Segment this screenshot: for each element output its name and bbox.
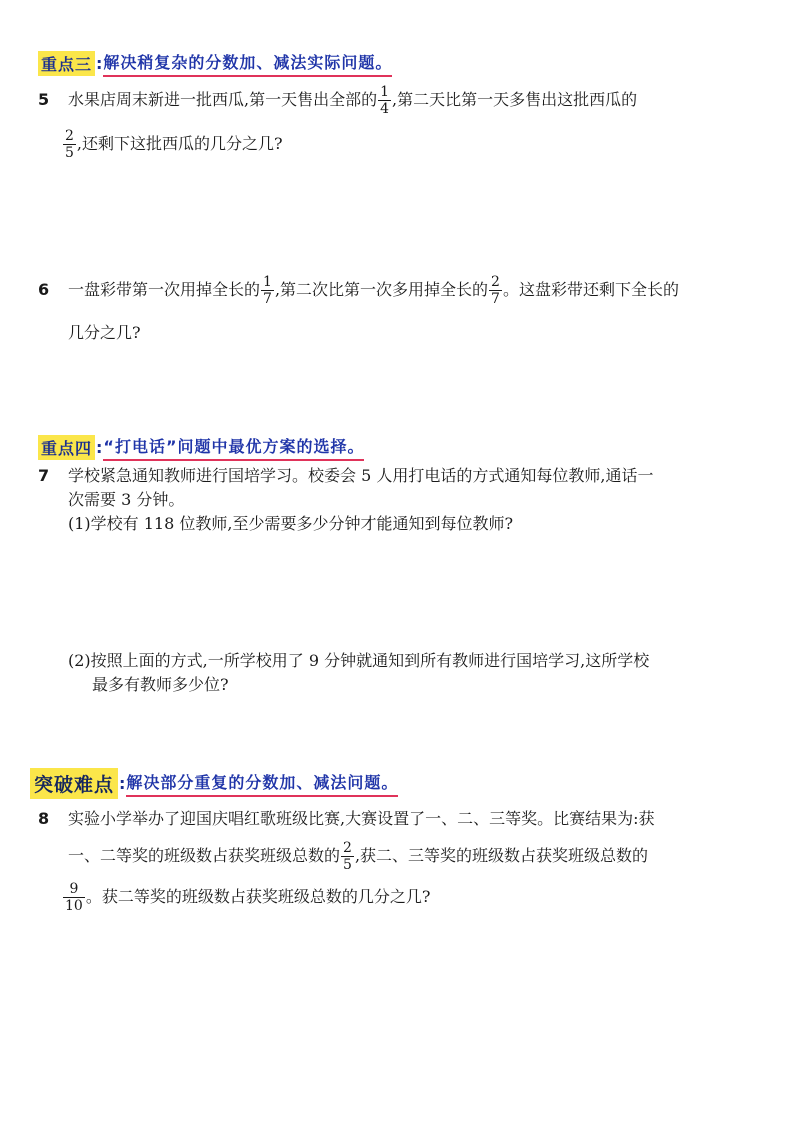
section-colon: : <box>119 774 126 793</box>
question-text: 水果店周末新进一批西瓜,第一天售出全部的 <box>68 90 378 109</box>
question-text: (1)学校有 118 位教师,至少需要多少分钟才能通知到每位教师? <box>68 514 514 533</box>
question-number: 8 <box>38 809 50 828</box>
section-title: “打电话”问题中最优方案的选择。 <box>103 434 364 461</box>
question-number: 5 <box>38 90 50 109</box>
question-7-line-1 <box>38 466 653 486</box>
fraction: $\frac{2}{5}$ <box>65 128 74 161</box>
section-title: 解决部分重复的分数加、减法问题。 <box>126 770 398 797</box>
section-tag: 重点四 <box>38 435 95 460</box>
section-tag: 重点三 <box>38 51 95 76</box>
fraction: $\frac{2}{5}$ <box>343 840 352 873</box>
question-text: 一、二等奖的班级数占获奖班级总数的 <box>68 846 341 865</box>
section-header-difficulty <box>30 768 398 799</box>
question-8-line-2 <box>68 840 648 873</box>
question-7-line-2 <box>68 490 184 510</box>
question-text: ,第二次比第一次多用掉全长的 <box>274 280 489 299</box>
question-6-line-2 <box>68 323 141 343</box>
question-number: 6 <box>38 280 50 299</box>
fraction: $\frac{2}{7}$ <box>491 274 500 307</box>
question-text: 。这盘彩带还剩下全长的 <box>502 280 679 299</box>
question-text: 。获二等奖的班级数占获奖班级总数的几分之几? <box>85 887 431 906</box>
fraction: $\frac{9}{10}$ <box>65 881 83 914</box>
fraction: $\frac{1}{4}$ <box>380 84 390 117</box>
question-text: 实验小学举办了迎国庆唱红歌班级比赛,大赛设置了一、二、三等奖。比赛结果为:获 <box>68 809 655 828</box>
question-6-line-1 <box>38 274 679 307</box>
question-5-line-2 <box>62 128 283 161</box>
question-text: 最多有教师多少位? <box>92 675 229 694</box>
question-7-part-1 <box>68 514 513 534</box>
question-number: 7 <box>38 466 50 485</box>
question-7-part-2-line-1 <box>68 651 649 671</box>
section-title: 解决稍复杂的分数加、减法实际问题。 <box>103 50 392 77</box>
section-colon: : <box>96 54 103 73</box>
question-text: 一盘彩带第一次用掉全长的 <box>68 280 261 299</box>
question-text: 几分之几? <box>68 323 141 342</box>
question-text: 次需要 3 分钟。 <box>68 490 185 509</box>
section-tag: 突破难点 <box>30 768 118 799</box>
section-header-4 <box>38 434 364 461</box>
section-header-3 <box>38 50 392 77</box>
question-text: ,第二天比第一天多售出这批西瓜的 <box>392 90 638 109</box>
fraction: $\frac{1}{7}$ <box>263 274 272 307</box>
question-5-line-1 <box>38 84 637 117</box>
question-text: ,获二、三等奖的班级数占获奖班级总数的 <box>354 846 649 865</box>
question-8-line-3 <box>62 881 430 914</box>
section-colon: : <box>96 438 103 457</box>
question-8-line-1 <box>38 809 654 829</box>
question-text: (2)按照上面的方式,一所学校用了 9 分钟就通知到所有教师进行国培学习,这所学校 <box>68 651 650 670</box>
question-text: ,还剩下这批西瓜的几分之几? <box>76 134 283 153</box>
question-text: 学校紧急通知教师进行国培学习。校委会 5 人用打电话的方式通知每位教师,通话一 <box>68 466 654 485</box>
question-7-part-2-line-2 <box>92 675 229 695</box>
